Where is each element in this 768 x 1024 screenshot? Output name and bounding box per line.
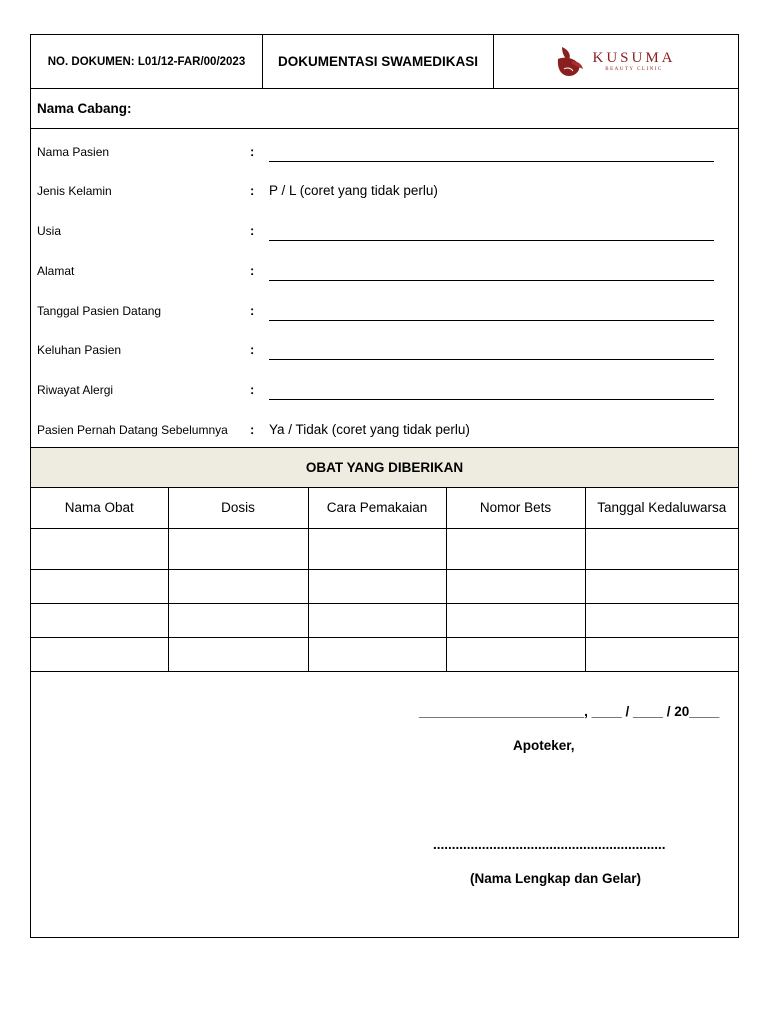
table-cell[interactable] <box>446 528 585 569</box>
signature-block <box>31 671 738 937</box>
field-label: Riwayat Alergi <box>37 383 114 397</box>
table-cell[interactable] <box>585 528 738 569</box>
field-label: Usia <box>37 224 62 238</box>
document-number: NO. DOKUMEN: L01/12-FAR/00/2023 <box>31 35 263 88</box>
table-cell[interactable] <box>168 569 308 603</box>
address-input-line[interactable] <box>269 280 714 281</box>
table-header-row <box>31 488 738 528</box>
table-cell[interactable] <box>446 603 585 637</box>
table-cell[interactable] <box>308 528 446 569</box>
table-row <box>31 603 738 637</box>
table-cell[interactable] <box>308 637 446 671</box>
medicine-table <box>31 488 738 672</box>
clinic-logo <box>494 35 738 88</box>
field-allergy-history <box>31 370 738 410</box>
table-cell[interactable] <box>585 569 738 603</box>
field-colon: : <box>250 183 255 198</box>
table-row <box>31 569 738 603</box>
column-header: Dosis <box>168 488 308 528</box>
field-age <box>31 211 738 251</box>
flower-logo-icon <box>556 45 586 79</box>
field-colon: : <box>250 342 255 357</box>
age-input-line[interactable] <box>269 240 714 241</box>
gender-options[interactable]: P / L (coret yang tidak perlu) <box>269 183 438 198</box>
table-cell[interactable] <box>446 569 585 603</box>
previous-visit-options[interactable]: Ya / Tidak (coret yang tidak perlu) <box>269 422 470 437</box>
table-cell[interactable] <box>446 637 585 671</box>
column-header: Nomor Bets <box>446 488 585 528</box>
signature-date-line[interactable]: ______________________, ____ / ____ / 20____ <box>419 704 720 719</box>
logo-name: KUSUMA <box>592 49 676 66</box>
branch-name-label: Nama Cabang: <box>31 89 738 129</box>
table-cell[interactable] <box>31 603 168 637</box>
column-header: Cara Pemakaian <box>308 488 446 528</box>
patient-name-input-line[interactable] <box>269 161 714 162</box>
table-cell[interactable] <box>168 603 308 637</box>
field-colon: : <box>250 303 255 318</box>
field-label: Alamat <box>37 264 75 278</box>
field-previous-visit <box>31 410 738 450</box>
table-cell[interactable] <box>308 569 446 603</box>
logo-tagline: BEAUTY CLINIC <box>605 66 663 72</box>
field-gender <box>31 171 738 211</box>
field-label: Keluhan Pasien <box>37 343 122 357</box>
medicine-section-heading: OBAT YANG DIBERIKAN <box>31 447 738 488</box>
table-cell[interactable] <box>308 603 446 637</box>
table-row <box>31 528 738 569</box>
field-complaint <box>31 330 738 370</box>
allergy-history-input-line[interactable] <box>269 399 714 400</box>
complaint-input-line[interactable] <box>269 359 714 360</box>
visit-date-input-line[interactable] <box>269 320 714 321</box>
field-colon: : <box>250 382 255 397</box>
field-patient-name <box>31 132 738 172</box>
table-cell[interactable] <box>31 528 168 569</box>
column-header: Tanggal Kedaluwarsa <box>585 488 738 528</box>
table-cell[interactable] <box>585 637 738 671</box>
field-label: Jenis Kelamin <box>37 184 112 198</box>
field-visit-date <box>31 291 738 331</box>
signature-name-line[interactable]: .............................................................. <box>433 837 666 852</box>
table-row <box>31 637 738 671</box>
field-label: Tanggal Pasien Datang <box>37 304 162 318</box>
table-cell[interactable] <box>585 603 738 637</box>
field-colon: : <box>250 263 255 278</box>
field-colon: : <box>250 144 255 159</box>
signature-name-caption: (Nama Lengkap dan Gelar) <box>470 871 642 886</box>
field-label: Nama Pasien <box>37 145 110 159</box>
form-title: DOKUMENTASI SWAMEDIKASI <box>263 35 494 88</box>
self-medication-form <box>30 34 739 938</box>
form-header <box>31 35 738 89</box>
table-cell[interactable] <box>168 637 308 671</box>
signature-role: Apoteker, <box>513 738 575 753</box>
field-colon: : <box>250 223 255 238</box>
table-cell[interactable] <box>168 528 308 569</box>
field-address <box>31 251 738 291</box>
field-colon: : <box>250 422 255 437</box>
table-cell[interactable] <box>31 637 168 671</box>
table-cell[interactable] <box>31 569 168 603</box>
field-label: Pasien Pernah Datang Sebelumnya <box>37 423 228 437</box>
column-header: Nama Obat <box>31 488 168 528</box>
